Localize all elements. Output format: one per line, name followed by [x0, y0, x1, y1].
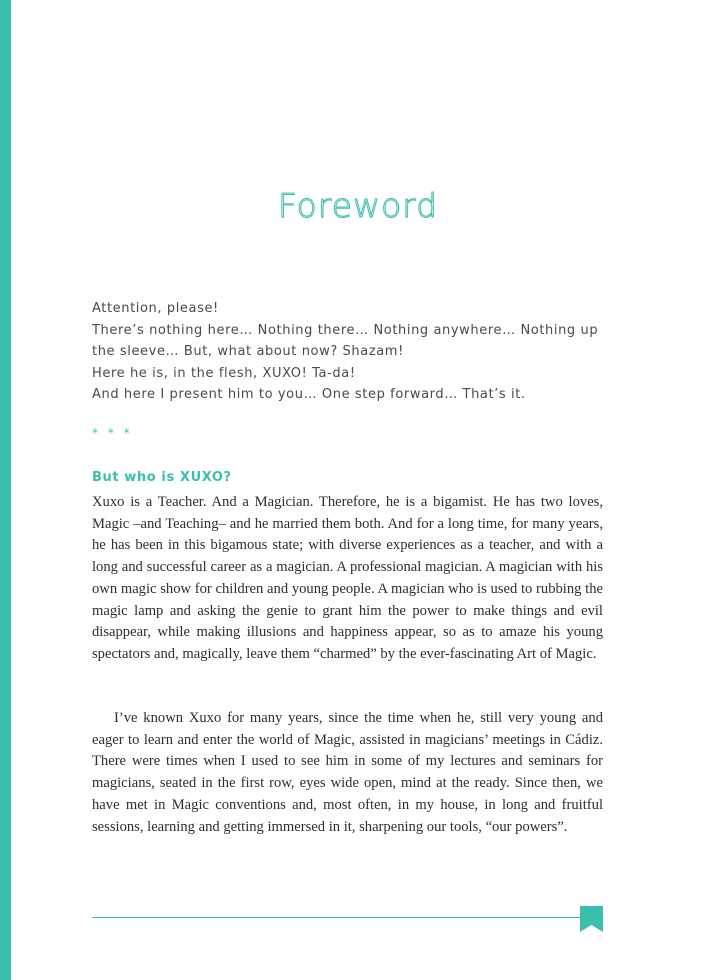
- section-heading: But who is XUXO?: [92, 470, 232, 485]
- intro-line: And here I present him to you… One step forward… That’s it.: [92, 387, 526, 402]
- section-separator: * * *: [92, 426, 133, 440]
- bookmark-ribbon-icon: [580, 906, 603, 932]
- intro-line: There’s nothing here… Nothing there… Nothing anywhere… Nothing up: [92, 322, 599, 338]
- intro-line: the sleeve… But, what about now? Shazam!: [92, 344, 404, 359]
- intro-block: [92, 298, 602, 406]
- body-paragraph: I’ve known Xuxo for many years, since the time when he, still very young and eager to learn and enter the world of Magic, assisted in magicians’ meetings in Cádiz. There were times when I used to see him in some of my lectures and seminars for magicians, seated in the first row, eyes wide open, mind at the ready. Since then, we have met in Magic conventions and, most often, in my house, in long and fruitful sessions, learning and getting immersed in it, sharpening our tools, “our powers”.: [92, 710, 603, 835]
- body-paragraph: Xuxo is a Teacher. And a Magician. Therefore, he is a bigamist. He has two loves, Magic –and Teaching– and he married them both. And for a long time, for many years, he has been in this bigamous state; with diverse experiences as a teacher, and with a long and successful career as a magician. A professional magician. A magician with his own magic show for children and young people. A magician who is used to rubbing the magic lamp and asking the genie to grant him the power to make things and evil disappear, while making illusions and happiness appear, so as to amaze his young spectators and, magically, leave them “charmed” by the ever-fascinating Art of Magic.: [92, 494, 603, 662]
- intro-line: Here he is, in the flesh, XUXO! Ta-da!: [92, 365, 356, 381]
- page-title: Foreword: [277, 186, 439, 225]
- side-accent-bar: [0, 0, 11, 980]
- intro-line: Attention, please!: [92, 301, 219, 316]
- footer-rule: [92, 917, 588, 918]
